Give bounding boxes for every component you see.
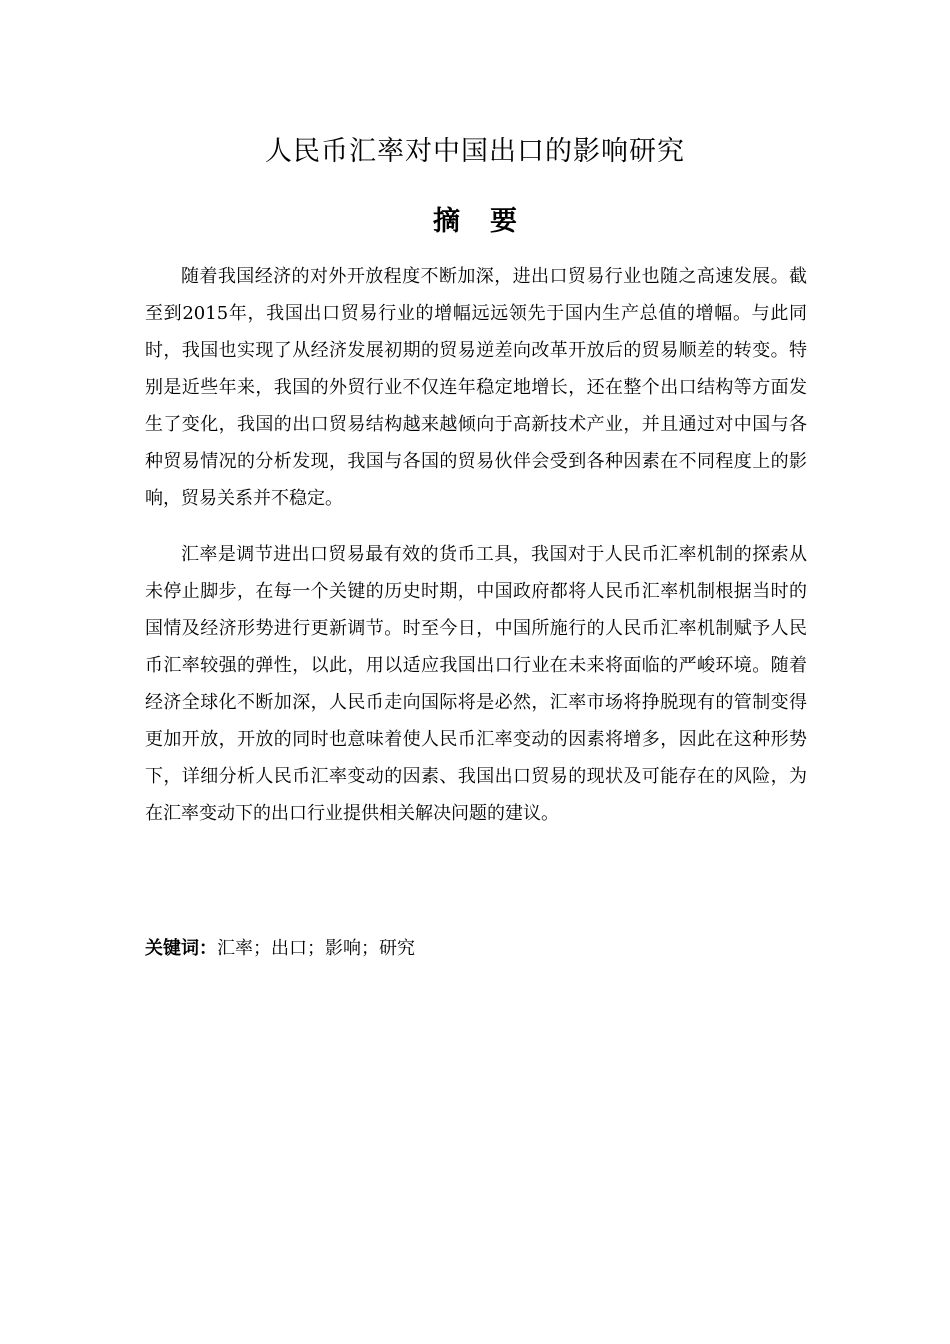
keywords-label: 关键词： [145,938,217,959]
keywords-line [145,930,415,967]
keywords-value: 汇率；出口；影响；研究 [217,938,415,959]
abstract-paragraph-1: 随着我国经济的对外开放程度不断加深，进出口贸易行业也随之高速发展。截至到2015年，我国出口贸易行业的增幅远远领先于国内生产总值的增幅。与此同时，我国也实现了从经济发展初期的贸易逆差向改革开放后的贸易顺差的转变。特别是近些年来，我国的外贸行业不仅连年稳定地增长，还在整个出口结构等方面发生了变化，我国的出口贸易结构越来越倾向于高新技术产业，并且通过对中国与各种贸易情况的分析发现，我国与各国的贸易伙伴会受到各种因素在不同程度上的影响，贸易关系并不稳定。 [145,266,807,509]
document-title: 人民币汇率对中国出口的影响研究 [265,136,685,167]
abstract-heading: 摘要 [433,206,547,237]
abstract-paragraph-2: 汇率是调节进出口贸易最有效的货币工具，我国对于人民币汇率机制的探索从未停止脚步，在每一个关键的历史时期，中国政府都将人民币汇率机制根据当时的国情及经济形势进行更新调节。时至今日，中国所施行的人民币汇率机制赋予人民币汇率较强的弹性，以此，用以适应我国出口行业在未来将面临的严峻环境。随着经济全球化不断加深，人民币走向国际将是必然，汇率市场将挣脱现有的管制变得更加开放，开放的同时也意味着使人民币汇率变动的因素将增多，因此在这种形势下，详细分析人民币汇率变动的因素、我国出口贸易的现状及可能存在的风险，为在汇率变动下的出口行业提供相关解决问题的建议。 [145,544,807,824]
